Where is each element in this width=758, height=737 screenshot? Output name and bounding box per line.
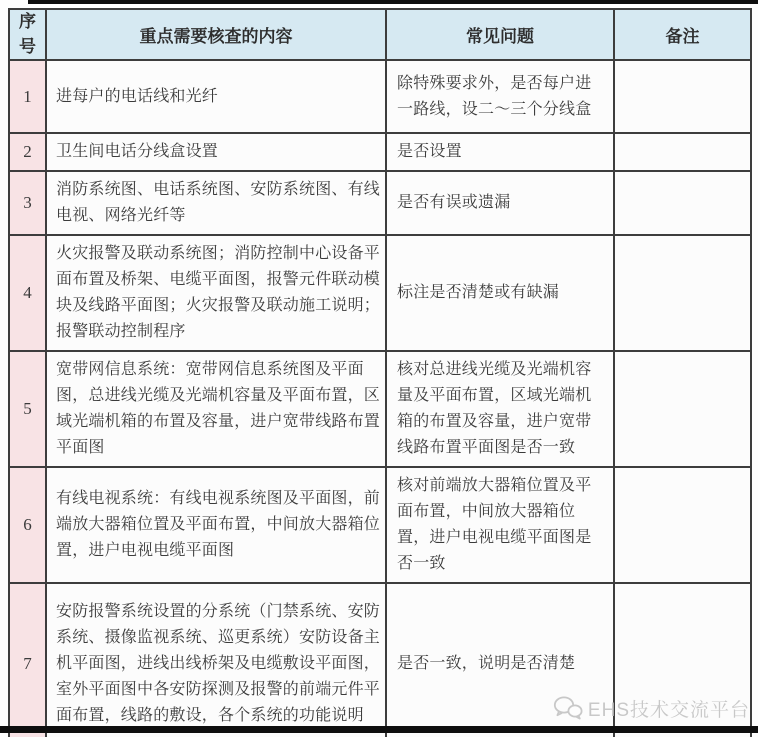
- row-content: 火灾报警及联动系统图；消防控制中心设备平面布置及桥架、电缆平面图，报警元件联动模块及线路平面图；火灾报警及联动施工说明；报警联动控制程序: [46, 235, 386, 351]
- table-header-row: [9, 9, 751, 60]
- table-row: [9, 235, 751, 351]
- row-remark: [614, 467, 751, 583]
- row-number: 2: [9, 133, 46, 171]
- row-remark: [614, 60, 751, 133]
- header-cell-remark: 备注: [614, 9, 751, 60]
- row-content: 消防系统图、电话系统图、安防系统图、有线电视、网络光纤等: [46, 171, 386, 235]
- row-remark: [614, 133, 751, 171]
- row-content: 宽带网信息系统：宽带网信息系统图及平面图，总进线光缆及光端机容量及平面布置，区域光端机箱的布置及容量，进户宽带线路布置平面图: [46, 351, 386, 467]
- row-content: 安防报警系统设置的分系统（门禁系统、安防系统、摄像监视系统、巡更系统）安防设备主机平面图，进线出线桥架及电缆敷设平面图，室外平面图中各安防探测及报警的前端元件平面布置，线路的敷设，各个系统的功能说明: [46, 583, 386, 737]
- row-remark: [614, 583, 751, 737]
- row-problem: 是否设置: [386, 133, 614, 171]
- top-scan-rule: [28, 0, 758, 4]
- inspection-checklist-table: [8, 8, 752, 737]
- row-problem: 是否有误或遗漏: [386, 171, 614, 235]
- watermark-label: EHS技术交流平台: [587, 699, 750, 721]
- row-remark: [614, 171, 751, 235]
- header-no-label: 序号: [18, 12, 36, 56]
- header-cell-content: 重点需要核查的内容: [46, 9, 386, 60]
- row-problem: 标注是否清楚或有缺漏: [386, 235, 614, 351]
- row-problem: 核对前端放大器箱位置及平面布置，中间放大器箱位置，进户电视电缆平面图是否一致: [386, 467, 614, 583]
- row-content: 卫生间电话分线盒设置: [46, 133, 386, 171]
- row-number: 3: [9, 171, 46, 235]
- table-row: [9, 351, 751, 467]
- header-cell-problem: 常见问题: [386, 9, 614, 60]
- table-row: [9, 583, 751, 737]
- row-remark: [614, 235, 751, 351]
- row-problem: 除特殊要求外，是否每户进一路线，设二～三个分线盒: [386, 60, 614, 133]
- row-number: 4: [9, 235, 46, 351]
- row-problem: 是否一致，说明是否清楚: [386, 583, 614, 737]
- row-number: 5: [9, 351, 46, 467]
- row-content: 进每户的电话线和光纤: [46, 60, 386, 133]
- row-remark: [614, 351, 751, 467]
- row-problem: 核对总进线光缆及光端机容量及平面布置，区域光端机箱的布置及容量，进户宽带线路布置平面图是否一致: [386, 351, 614, 467]
- row-content: 有线电视系统：有线电视系统图及平面图，前端放大器箱位置及平面布置，中间放大器箱位置，进户电视电缆平面图: [46, 467, 386, 583]
- bottom-scan-rule: [0, 726, 758, 733]
- table-row: [9, 60, 751, 133]
- header-cell-no: [9, 9, 46, 60]
- row-number: 7: [9, 583, 46, 737]
- row-number: 1: [9, 60, 46, 133]
- table-row: [9, 171, 751, 235]
- table-row: [9, 467, 751, 583]
- table-row: [9, 133, 751, 171]
- row-number: 6: [9, 467, 46, 583]
